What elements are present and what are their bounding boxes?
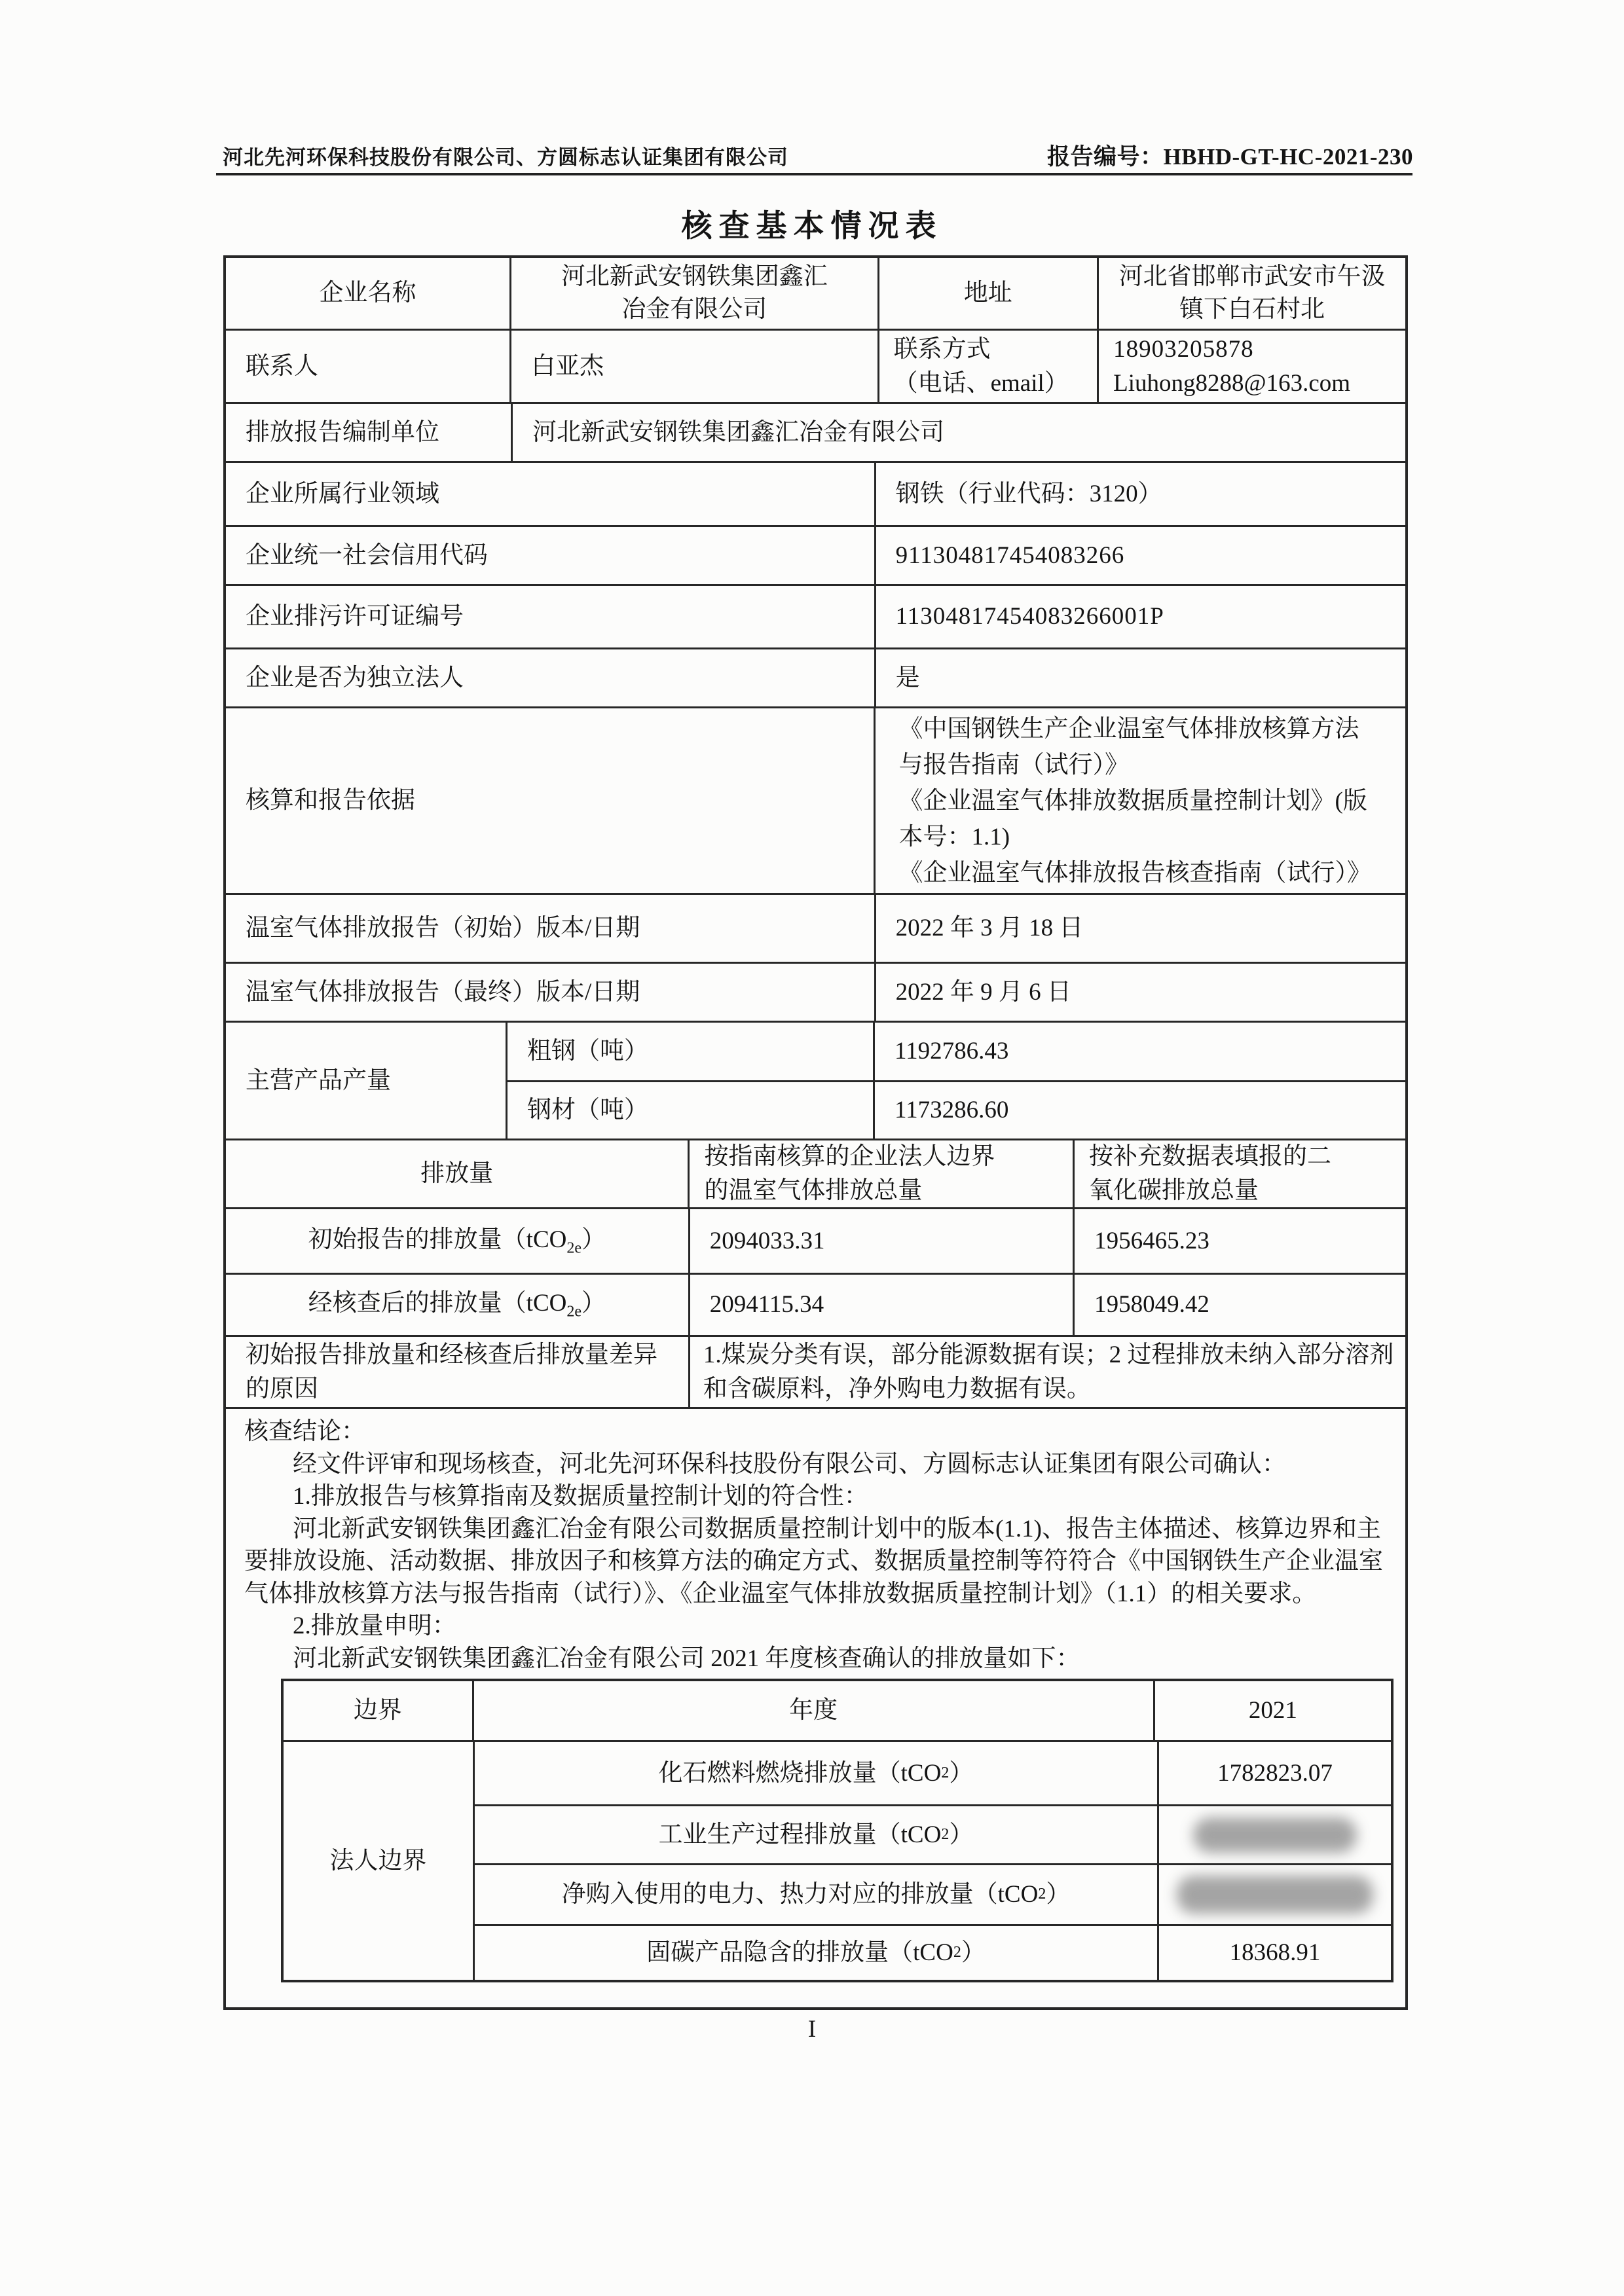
basis-doc-1: 《中国钢铁生产企业温室气体排放核算方法与报告指南（试行）》 xyxy=(898,715,1359,778)
boundary-table-rows xyxy=(473,1742,1391,1980)
header-rule xyxy=(216,173,1412,175)
verified-emissions-value-1: 2094115.34 xyxy=(688,1275,1073,1335)
emissions-label: 排放量 xyxy=(420,1160,494,1188)
independent-legal-entity-label: 企业是否为独立法人 xyxy=(246,664,464,691)
initial-emissions-value-2: 1956465.23 xyxy=(1073,1209,1405,1273)
phone-number: 18903205878 xyxy=(1113,335,1254,363)
product-row-crude-steel xyxy=(506,1023,1405,1080)
carbon-sequestered-products-label: 固碳产品隐含的排放量（tCO 2 ） xyxy=(646,1939,986,1967)
verified-emissions-value-2: 1958049.42 xyxy=(1073,1275,1405,1335)
legal-boundary-label: 法人边界 xyxy=(329,1847,427,1874)
table-row xyxy=(226,706,1405,893)
conclusion-row xyxy=(226,1407,1405,2007)
initial-emissions-row xyxy=(226,1207,1405,1273)
fossil-fuel-row xyxy=(475,1742,1391,1804)
industrial-process-label: 工业生产过程排放量（tCO 2 ） xyxy=(658,1821,974,1849)
report-number: 报告编号：HBHD-GT-HC-2021-230 xyxy=(1046,144,1413,170)
contact-person-label: 联系人 xyxy=(246,352,318,380)
verifier-names: 河北先河环保科技股份有限公司、方圆标志认证集团有限公司 xyxy=(223,146,788,169)
credit-code-label: 企业统一社会信用代码 xyxy=(246,541,488,569)
contact-method-line1: 联系方式 xyxy=(893,335,991,363)
main-products-rows xyxy=(506,1023,1405,1139)
purchased-electricity-heat-row xyxy=(475,1863,1391,1923)
boundary-emissions-table xyxy=(281,1679,1393,1982)
accounting-basis-label: 核算和报告依据 xyxy=(246,787,415,814)
crude-steel-value: 1192786.43 xyxy=(873,1023,1405,1080)
basis-doc-3: 《企业温室气体排放报告核查指南（试行）》 xyxy=(898,859,1371,886)
main-products-row xyxy=(226,1021,1405,1139)
industrial-process-value xyxy=(1157,1806,1391,1863)
address-label: 地址 xyxy=(877,258,1098,329)
main-products-label: 主营产品产量 xyxy=(246,1066,391,1094)
company-name-label: 企业名称 xyxy=(319,280,416,307)
page-header xyxy=(223,139,1413,172)
accounting-basis-value xyxy=(874,708,1405,893)
legal-boundary-total-header: 按指南核算的企业法人边界的温室气体排放总量 xyxy=(688,1140,1073,1207)
industry-sector-value: 钢铁（行业代码：3120） xyxy=(874,463,1405,525)
report-preparer-value: 河北新武安钢铁集团鑫汇冶金有限公司 xyxy=(511,404,1405,461)
difference-reason-row xyxy=(226,1335,1405,1407)
final-report-version-label: 温室气体排放报告（最终）版本/日期 xyxy=(246,978,640,1006)
company-name-value xyxy=(509,258,877,329)
initial-report-version-label: 温室气体排放报告（初始）版本/日期 xyxy=(246,915,640,942)
verified-emissions-label-text: 经核查后的排放量（tCO$_{2e}$） xyxy=(308,1290,606,1321)
table-row xyxy=(226,525,1405,584)
credit-code-value: 911304817454083266 xyxy=(874,527,1405,584)
verified-emissions-row xyxy=(226,1273,1405,1335)
page-number: I xyxy=(807,2016,817,2043)
basis-doc-2: 《企业温室气体排放数据质量控制计划》(版本号：1.1) xyxy=(898,787,1367,850)
conclusion-heading: 核查结论： xyxy=(244,1418,365,1445)
carbon-sequestered-products-value: 18368.91 xyxy=(1157,1926,1391,1980)
year-2021-header: 2021 xyxy=(1153,1681,1391,1740)
purchased-electricity-heat-label: 净购入使用的电力、热力对应的排放量（tCO 2 ） xyxy=(561,1881,1071,1908)
difference-reason-value: 1.煤炭分类有误，部分能源数据有误；2 过程排放未纳入部分溶剂和含碳原料，净外购电力数据有误。 xyxy=(688,1337,1405,1407)
address-line2: 镇下白石村北 xyxy=(1179,296,1325,323)
address-line1: 河北省邯郸市武安市午汲 xyxy=(1118,263,1386,291)
conclusion-paragraph-3: 河北新武安钢铁集团鑫汇冶金有限公司数据质量控制计划中的版本(1.1)、报告主体描述、核算边界和主要排放设施、活动数据、排放因子和核算方法的确定方式、数据质量控制等符符合《中国钢铁生产企业温室气体排放核算方法与报告指南（试行）》、《企业温室气体排放数据质量控制计划》（1.1）的相关要求。 xyxy=(244,1515,1383,1607)
fossil-fuel-value: 1782823.07 xyxy=(1157,1742,1391,1804)
industry-sector-label: 企业所属行业领域 xyxy=(246,480,439,507)
company-name-line1: 河北新武安钢铁集团鑫汇 xyxy=(561,263,828,291)
discharge-permit-value: 11304817454083266001P xyxy=(874,586,1405,647)
company-name-line2: 冶金有限公司 xyxy=(621,296,767,323)
fossil-fuel-label: 化石燃料燃烧排放量（tCO 2 ） xyxy=(658,1759,974,1787)
page-title: 核查基本情况表 xyxy=(681,210,943,244)
carbon-sequestered-products-row xyxy=(475,1924,1391,1980)
table-row xyxy=(226,893,1405,962)
boundary-table-body xyxy=(284,1740,1391,1980)
conclusion-paragraph-2: 1.排放报告与核算指南及数据质量控制计划的符合性： xyxy=(293,1483,868,1510)
initial-emissions-label-text: 初始报告的排放量（tCO$_{2e}$） xyxy=(308,1226,606,1256)
conclusion-paragraph-4: 2.排放量申明： xyxy=(293,1613,456,1639)
contact-person-value: 白亚杰 xyxy=(509,331,877,402)
redacted-value-blur xyxy=(1193,1817,1357,1853)
contact-method-label xyxy=(877,331,1098,402)
steel-label: 钢材（吨） xyxy=(506,1082,873,1139)
independent-legal-entity-value: 是 xyxy=(874,649,1405,706)
table-row xyxy=(226,329,1405,402)
contact-method-value xyxy=(1097,331,1405,402)
table-row xyxy=(226,258,1405,329)
table-row xyxy=(226,962,1405,1021)
table-row xyxy=(226,584,1405,647)
address-value xyxy=(1097,258,1405,329)
emissions-header-row xyxy=(226,1139,1405,1207)
final-report-version-value: 2022 年 9 月 6 日 xyxy=(874,964,1405,1021)
boundary-header: 边界 xyxy=(353,1697,402,1724)
contact-method-line2: （电话、email） xyxy=(893,369,1069,397)
initial-emissions-value-1: 2094033.31 xyxy=(688,1209,1073,1273)
verified-emissions-label xyxy=(226,1275,688,1335)
conclusion-paragraph-1: 经文件评审和现场核查，河北先河环保科技股份有限公司、方圆标志认证集团有限公司确认： xyxy=(293,1450,1286,1478)
conclusion-cell xyxy=(226,1409,1410,2007)
crude-steel-label: 粗钢（吨） xyxy=(506,1023,873,1080)
report-preparer-label: 排放报告编制单位 xyxy=(246,418,439,446)
industrial-process-row xyxy=(475,1804,1391,1863)
steel-value: 1173286.60 xyxy=(873,1082,1405,1139)
initial-report-version-value: 2022 年 3 月 18 日 xyxy=(874,895,1405,962)
year-header: 年度 xyxy=(472,1681,1153,1740)
product-row-steel xyxy=(506,1080,1405,1139)
table-row xyxy=(226,461,1405,525)
redacted-value-blur xyxy=(1177,1876,1373,1914)
supplementary-data-total-header: 按补充数据表填报的二氧化碳排放总量 xyxy=(1073,1140,1405,1207)
table-row xyxy=(226,647,1405,706)
verification-basic-info-table xyxy=(223,255,1408,2010)
conclusion-paragraph-5: 河北新武安钢铁集团鑫汇冶金有限公司 2021 年度核查确认的排放量如下： xyxy=(293,1645,1080,1672)
boundary-table-header xyxy=(284,1681,1391,1740)
purchased-electricity-heat-value xyxy=(1157,1865,1391,1923)
initial-emissions-label xyxy=(226,1209,688,1273)
discharge-permit-label: 企业排污许可证编号 xyxy=(246,603,464,630)
difference-reason-label: 初始报告排放量和经核查后排放量差异的原因 xyxy=(246,1341,657,1402)
email-address: Liuhong8288@163.com xyxy=(1113,369,1351,397)
table-row xyxy=(226,402,1405,461)
